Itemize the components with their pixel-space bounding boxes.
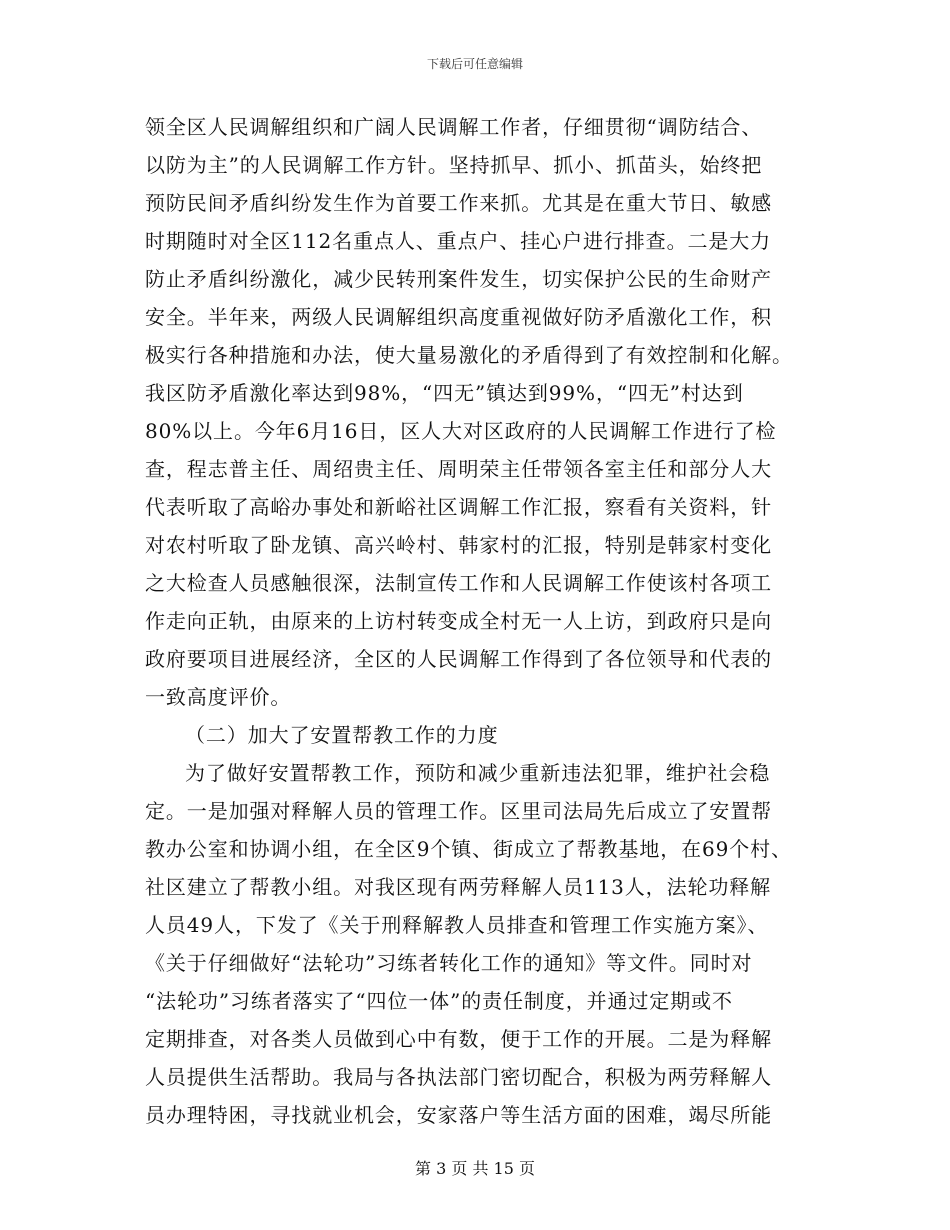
body-line-18: 为了做好安置帮教工作，预防和减少重新违法犯罪，维护社会稳 [185, 761, 771, 785]
body-line-7: 极实行各种措施和办法，使大量易激化的矛盾得到了有效控制和化解。 [145, 343, 793, 367]
body-line-24: “法轮功”习练者落实了“四位一体”的责任制度，并通过定期或不 [145, 989, 733, 1013]
section-heading: （二）加大了安置帮教工作的力度 [185, 723, 499, 747]
body-line-3: 预防民间矛盾纠纷发生作为首要工作来抓。尤其是在重大节日、敏感 [145, 191, 772, 215]
body-line-12: 对农村听取了卧龙镇、高兴岭村、韩家村的汇报，特别是韩家村变化 [145, 533, 772, 557]
body-line-5: 防止矛盾纠纷激化，减少民转刑案件发生，切实保护公民的生命财产 [145, 267, 772, 291]
body-line-10: 查，程志普主任、周绍贵主任、周明荣主任带领各室主任和部分人大 [145, 457, 772, 481]
body-line-11: 代表听取了高峪办事处和新峪社区调解工作汇报，察看有关资料，针 [145, 495, 772, 519]
page-number-footer: 第 3 页 共 15 页 [415, 1159, 535, 1178]
body-line-16: 一致高度评价。 [145, 685, 292, 709]
body-line-20: 教办公室和协调小组，在全区9个镇、街成立了帮教基地，在69个村、 [145, 837, 792, 861]
body-line-21: 社区建立了帮教小组。对我区现有两劳释解人员113人，法轮功释解 [145, 875, 772, 899]
body-line-4: 时期随时对全区112名重点人、重点户、挂心户进行排查。二是大力 [145, 229, 772, 253]
document-body [145, 108, 810, 1134]
body-line-25: 定期排查，对各类人员做到心中有数，便于工作的开展。二是为释解 [145, 1027, 772, 1051]
body-line-9: 80%以上。今年6月16日，区人大对区政府的人民调解工作进行了检 [145, 419, 777, 443]
body-line-19: 定。一是加强对释解人员的管理工作。区里司法局先后成立了安置帮 [145, 799, 772, 823]
body-line-23: 《关于仔细做好“法轮功”习练者转化工作的通知》等文件。同时对 [145, 951, 753, 975]
body-line-22: 人员49人，下发了《关于刑释解教人员排查和管理工作实施方案》、 [145, 913, 769, 937]
body-line-26: 人员提供生活帮助。我局与各执法部门密切配合，积极为两劳释解人 [145, 1065, 772, 1089]
body-line-2: 以防为主”的人民调解工作方针。坚持抓早、抓小、抓苗头，始终把 [145, 153, 763, 177]
body-line-13: 之大检查人员感触很深，法制宣传工作和人民调解工作使该村各项工 [145, 571, 772, 595]
body-line-27: 员办理特困，寻找就业机会，安家落户等生活方面的困难，竭尽所能 [145, 1103, 772, 1127]
body-line-15: 政府要项目进展经济，全区的人民调解工作得到了各位领导和代表的 [145, 647, 772, 671]
body-line-8: 我区防矛盾激化率达到98%，“四无”镇达到99%，“四无”村达到 [145, 381, 744, 405]
body-line-6: 安全。半年来，两级人民调解组织高度重视做好防矛盾激化工作，积 [145, 305, 772, 329]
page-header-note: 下载后可任意编辑 [426, 57, 523, 71]
body-line-14: 作走向正轨，由原来的上访村转变成全村无一人上访，到政府只是向 [145, 609, 772, 633]
body-line-1: 领全区人民调解组织和广阔人民调解工作者，仔细贯彻“调防结合、 [145, 115, 763, 139]
